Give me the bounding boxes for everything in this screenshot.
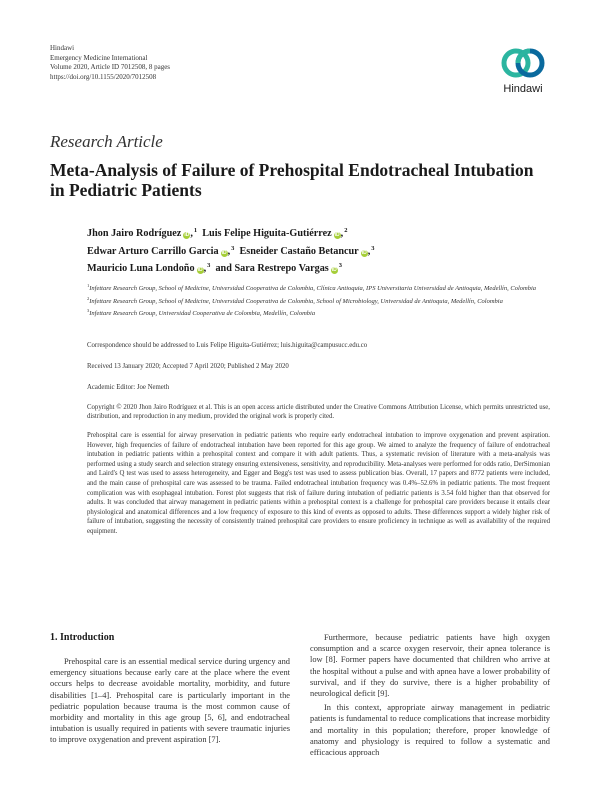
hindawi-logo[interactable] <box>494 44 552 95</box>
author-name[interactable]: Edwar Arturo Carrillo Garcia <box>87 245 219 257</box>
paragraph: In this context, appropriate airway management in pediatric patients is fundamental to reduce complications that increase morbidity and mortality in this population; therefore, proper knowledge of anatomy and physiology is required to follow a systematic and efficacious approach <box>310 703 550 758</box>
affiliation: $^1$Infettare Research Group, School of Medicine, Universidad Cooperativa de Colombia, Clínica Antioquia, IPS Universitaria Universidad de Antioquia, Medellín, Colombia <box>87 283 537 292</box>
copyright-notice: Copyright © 2020 Jhon Jairo Rodríguez et al. This is an open access article distributed under the Creative Commons Attribution License, which permits unrestricted use, distribution, and reproduction in any medium, provided the original work is properly cited. <box>87 404 550 420</box>
affiliations <box>87 282 557 320</box>
affiliation: $^3$Infettare Research Group, Universidad Cooperativa de Colombia, Medellín, Colombia <box>87 308 316 318</box>
orcid-icon[interactable]: iD <box>184 232 190 238</box>
author-name[interactable]: Esneider Castaño Betancur <box>239 245 359 257</box>
article-type: Research Article <box>50 132 163 151</box>
author-line: Edwar Arturo Carrillo Garcia iD,$^3$ Esneider Castaño Betancur iD,$^3$ <box>87 244 375 257</box>
journal-meta <box>50 44 170 82</box>
orcid-icon[interactable]: iD <box>197 267 203 273</box>
doi-link[interactable]: https://doi.org/10.1155/2020/7012508 <box>50 72 157 81</box>
article-title: Meta-Analysis of Failure of Prehospital Endotracheal Intubation in Pediatric Patients <box>50 160 534 200</box>
paragraph: Prehospital care is an essential medical service during urgency and emergency situations because early care at the place where the event occurs helps to decrease avoidable mortality, morbidity, and future disabilities [1–4]. Prehospital care is particularly important in the pediatric population because trauma is the most common cause of morbidity and mortality in this age group [5, 6], and endotracheal intubation is usually required in patients with severe traumatic injuries to improve oxygenation and prevent aspiration [7]. <box>50 657 290 745</box>
hindawi-logo-icon <box>500 44 546 82</box>
orcid-icon[interactable]: iD <box>361 249 367 256</box>
author-line: Mauricio Luna Londoño iD,$^3$ and Sara Restrepo Vargas $iD^3$ <box>87 262 343 274</box>
author-list <box>87 224 557 277</box>
logo-text: Hindawi <box>503 83 543 95</box>
body-column-left <box>50 656 290 746</box>
author-name[interactable]: Luis Felipe Higuita-Gutiérrez <box>202 228 332 239</box>
section-heading: 1. Introduction <box>50 632 115 643</box>
volume-info: Volume 2020, Article ID 7012508, 8 pages <box>50 63 171 72</box>
journal-name: Emergency Medicine International <box>50 53 148 62</box>
correspondence: Correspondence should be addressed to Luis Felipe Higuita-Gutiérrez; luis.higuita@campusucc.edu.co <box>87 342 368 349</box>
affiliation: $^2$Infettare Research Group, School of Medicine, Universidad Cooperativa de Colombia, School of Microbiology, Universidad de Antioquia, Medellín, Colombia <box>87 295 503 305</box>
paragraph: Furthermore, because pediatric patients have high oxygen consumption and a scarce oxygen reservoir, their apnea tolerance is low [8]. Former papers have documented that children who arrive at the hospital without a pulse and with apnea have a lower probability of survival, and if they do survive, there is a higher probability of neurological deficit [9]. <box>310 633 550 699</box>
orcid-icon[interactable]: iD <box>221 249 227 256</box>
body-column-right <box>310 632 550 758</box>
abstract: Prehospital care is essential for airway preservation in pediatric patients who require early endotracheal intubation to improve oxygenation and prevent aspiration. However, high frequencies of failure of endotracheal intubation have been reported for this age group. We aimed to analyze the frequency of failure of endotracheal intubation in pediatric patients within a prehospital context and compare it with adult patients. Thus, a systematic revision of literature with a meta-analysis was performed using a study search and selection strategy ensuring extensiveness, sensitivity, and reproducibility. Meta-analyses were performed for odds ratio, DerSimonian and Laird's Q test was used to assess heterogeneity, and Egger and Begg's test was used to assess publication bias. Overall, 17 papers and 8772 patients were included, and the main cause of prehospital care was assessed to be trauma. Failed endotracheal intubation frequency was 0.4%–52.6% in pediatric patients. The most frequent complication was with esophageal intubation. Forest plot suggests that risk of failure during intubation of pediatric patients is 3.54 fold higher than that observed for adults. It was concluded that airway management in pediatric patients within a prehospital context is a challenge for prehospital care providers because it entails clear physiological and anatomical differences and a low frequency of exposure to this kind of events as opposed to adults. These differences support a widely higher risk of failure of intubation, suggesting the necessity of consistently trained prehospital care providers to ensure proficiency in technique as well as availability of the required equipment. <box>87 432 550 535</box>
author-name[interactable]: Sara Restrepo Vargas <box>234 263 329 274</box>
author-line: Jhon Jairo Rodríguez iD,$^1$ Luis Felipe Higuita-Gutiérrez iD,$^2$ <box>87 227 348 239</box>
publication-dates: Received 13 January 2020; Accepted 7 April 2020; Published 2 May 2020 <box>87 363 289 370</box>
academic-editor: Academic Editor: Joe Nemeth <box>87 384 170 391</box>
publisher-name: Hindawi <box>50 44 75 52</box>
author-name[interactable]: Mauricio Luna Londoño <box>87 263 195 274</box>
author-name[interactable]: Jhon Jairo Rodríguez <box>87 228 182 239</box>
orcid-icon[interactable]: iD <box>331 267 337 273</box>
orcid-icon[interactable]: iD <box>334 232 340 238</box>
